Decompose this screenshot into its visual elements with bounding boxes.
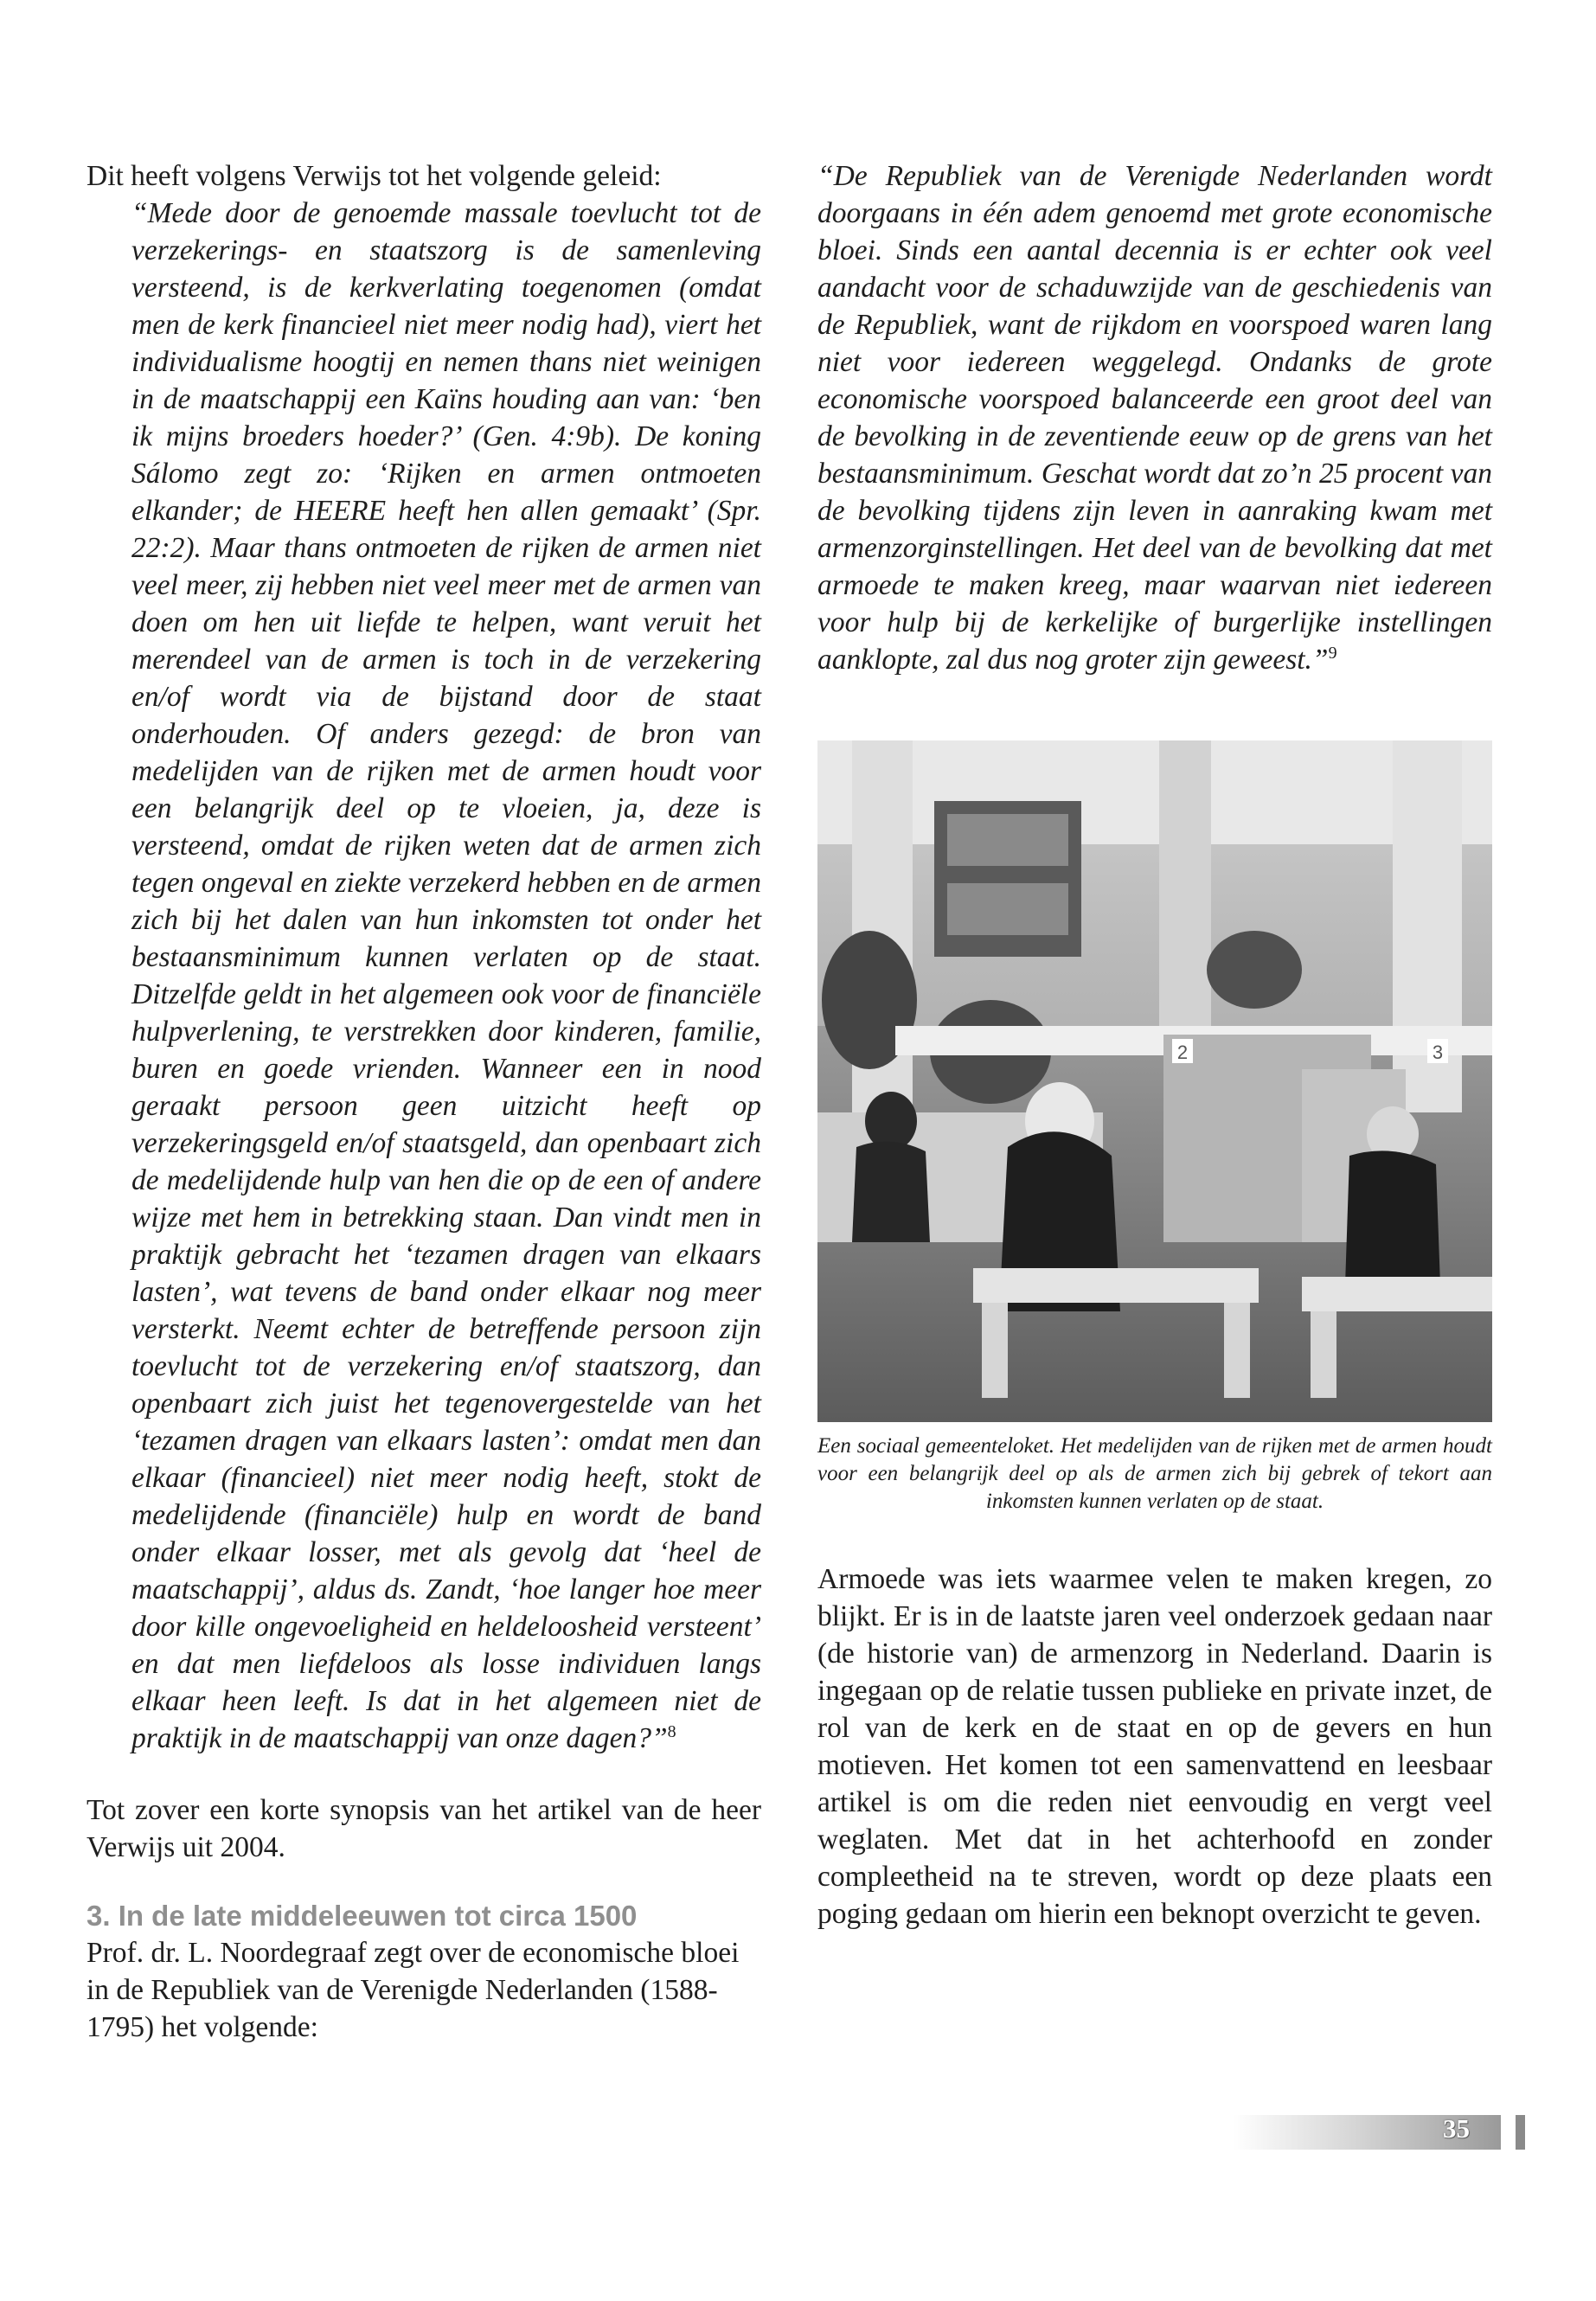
left-column xyxy=(87,157,761,2046)
photo-illustration xyxy=(817,740,1492,1422)
synopsis-paragraph: Tot zover een korte synopsis van het artikel van de heer Verwijs uit 2004. xyxy=(87,1794,761,1863)
section-heading: 3. In de late middeleeuwen tot circa 1500 xyxy=(87,1900,638,1932)
bench-left xyxy=(973,1268,1259,1303)
noordegraaf-quote-text: “De Republiek van de Verenigde Nederlanden wordt doorgaans in één adem genoemd met grote economische bloei. Sinds een aantal decennia is er echter ook veel aandacht voor de schaduwzijde van de geschiedenis van de Republiek, want de rijkdom en voorspoed waren lang niet voor iedereen weggelegd. Ondanks de grote economische voorspoed balanceerde een groot deel van de bevolking in de zeventiende eeuw op de grens van het bestaansminimum. Geschat wordt dat zo’n 25 procent van de bevolking tijdens zijn leven in aanraking kwam met armenzorginstellingen. Het deel van de bevolking dat met armoede te maken kreeg, maar waarvan niet iedereen voor hulp bij de kerkelijke of burgerlijke instellingen aanklopte, zal dus nog groter zijn geweest.” xyxy=(817,160,1492,676)
closing-paragraph: Armoede was iets waarmee velen te maken kregen, zo blijkt. Er is in de laatste jaren veel onderzoek gedaan naar (de historie van) de armenzorg in Nederland. Daarin is ingegaan op de relatie tussen publieke en private inzet, de rol van de kerk en de staat en op de gevers en hun motieven. Het komen tot een samenvattend en leesbaar artikel is om die reden niet eenvoudig en vergt veel weglaten. Met dat in het achterhoofd en zonder compleetheid na te streven, wordt op deze plaats een poging gedaan om hierin een beknopt overzicht te geven. xyxy=(817,1563,1492,1930)
quote-intro: Dit heeft volgens Verwijs tot het volgende geleid: xyxy=(87,160,662,192)
bench-right xyxy=(1302,1277,1492,1311)
footnote-ref-8: 8 xyxy=(667,1721,676,1741)
right-column xyxy=(817,157,1492,1932)
desk-number-2: 2 xyxy=(1176,1042,1189,1063)
photo-caption: Een sociaal gemeenteloket. Het medelijden van de rijken met de armen houdt voor een belangrijk deel op als de armen zich bij gebrek of tekort aan inkomsten kunnen verlaten op de staat. xyxy=(817,1434,1492,1513)
verwijs-quote-text: “Mede door de genoemde massale toevlucht tot de verzekerings- en staatszorg is de samenleving versteend, is de kerkverlating toegenomen (omdat men de kerk financieel niet meer nodig had), viert het individualisme hoogtij en nemen thans niet weinigen in de maatschappij een Kaïns houding aan van: ‘ben ik mijns broeders hoeder?’ (Gen. 4:9b). De koning Sálomo zegt zo: ‘Rijken en armen ontmoeten elkander; de HEERE heeft hen allen gemaakt’ (Spr. 22:2). Maar thans ontmoeten de rijken de armen niet veel meer, zij hebben niet veel meer met de armen van doen om hen uit liefde te helpen, want veruit het merendeel van de armen is toch in de verzekering en/of wordt via de bijstand door de staat onderhouden. Of anders gezegd: de bron van medelijden van de rijken met de armen houdt voor een belangrijk deel op te vloeien, ja, deze is versteend, omdat de rijken weten dat de armen zich tegen ongeval en ziekte verzekerd hebben en de armen zich bij het dalen van hun inkomsten tot onder het bestaansminimum kunnen verlaten op de staat. Ditzelfde geldt in het algemeen ook voor de financiële hulpverlening, te verstrekken door kinderen, familie, buren en goede vrienden. Wanneer een in nood geraakt persoon geen uitzicht heeft op verzekeringsgeld en/of staatsgeld, dan openbaart zich de medelijdende hulp van hen die op de een of andere wijze met hem in betrekking staan. Dan vindt men in praktijk gebracht het ‘tezamen dragen van elkaars lasten’, wat tevens de band onder elkaar nog meer versterkt. Neemt echter de betreffende persoon zijn toevlucht tot de verzekering en/of staatszorg, dan openbaart zich juist het tegenovergestelde van het ‘tezamen dragen van elkaars lasten’: omdat men dan elkaar (financieel) niet meer nodig heeft, stokt de medelijdende (financiële) hulp en wordt de band onder elkaar losser, met als gevolg dat ‘heel de maatschappij’, aldus ds. Zandt, ‘hoe langer hoe meer door kille ongevoeligheid en heldeloosheid versteent’ en dat men liefdeloos als losse individuen langs elkaar heen leeft. Is dat in het algemeen niet de praktijk in de maatschappij van onze dagen?” xyxy=(131,197,762,1754)
verwijs-quote xyxy=(131,195,761,1757)
desk-number-3: 3 xyxy=(1432,1042,1444,1063)
office-counter-photo xyxy=(817,740,1492,1422)
page-number-bar-end xyxy=(1516,2115,1525,2150)
footnote-ref-9: 9 xyxy=(1328,643,1337,663)
noordegraaf-quote xyxy=(817,157,1492,678)
page-number: 35 xyxy=(1443,2113,1470,2144)
section-intro: Prof. dr. L. Noordegraaf zegt over de economische bloei in de Republiek van de Verenigde Nederlanden (1588-1795) het volgende: xyxy=(87,1937,740,2043)
